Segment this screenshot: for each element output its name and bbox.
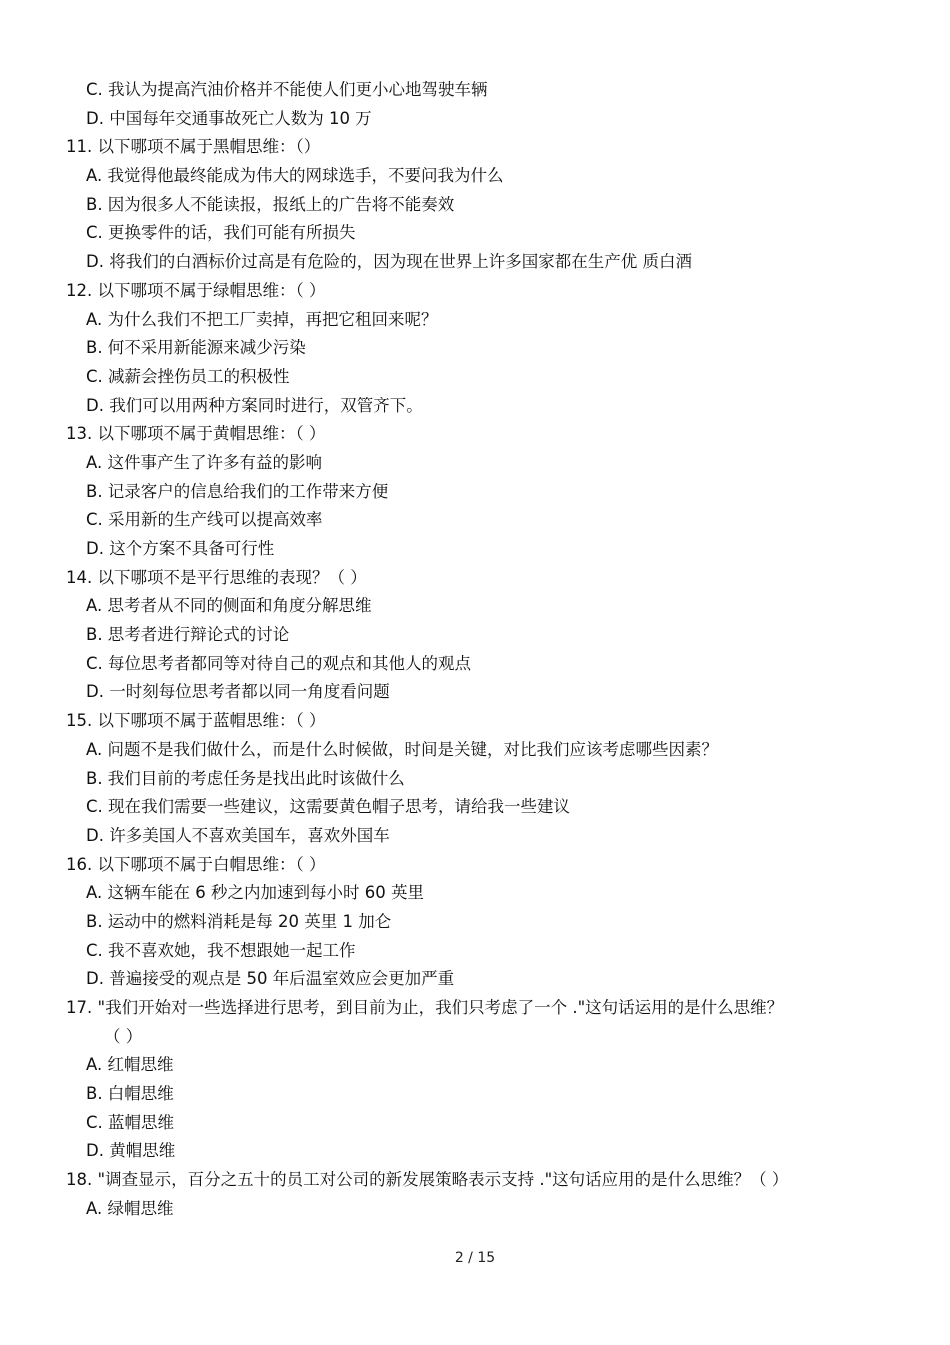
option-line: B. 白帽思维 [86,1084,174,1104]
question-line: 12. 以下哪项不属于绿帽思维：（ ） [66,280,326,300]
option-line: A. 红帽思维 [86,1055,174,1075]
option-line: B. 何不采用新能源来减少污染 [86,338,306,358]
option-line: A. 这件事产生了许多有益的影响 [86,452,322,472]
option-line: D. 一时刻每位思考者都以同一角度看问题 [86,682,390,702]
question-line: 15. 以下哪项不属于蓝帽思维：（ ） [66,711,326,731]
question-line: 13. 以下哪项不属于黄帽思维：（ ） [66,424,326,444]
question-line: 14. 以下哪项不是平行思维的表现？（ ） [66,567,367,587]
option-line: A. 绿帽思维 [86,1198,174,1218]
option-line: D. 黄帽思维 [86,1141,176,1161]
question-line: 18. "调查显示，百分之五十的员工对公司的新发展策略表示支持 ."这句话应用的是什么思维？（ ） [66,1170,789,1190]
option-line: C. 蓝帽思维 [86,1112,175,1132]
question-line: 17. "我们开始对一些选择进行思考，到目前为止，我们只考虑了一个 ."这句话运用的是什么思维？ [66,998,784,1017]
option-line: C. 采用新的生产线可以提高效率 [86,510,323,530]
option-line: A. 这辆车能在 6 秒之内加速到每小时 60 英里 [86,883,424,903]
option-line: B. 思考者进行辩论式的讨论 [86,625,290,645]
option-line: C. 每位思考者都同等对待自己的观点和其他人的观点 [86,653,472,673]
question-line: 16. 以下哪项不属于白帽思维：（ ） [66,854,326,874]
option-line: C. 我认为提高汽油价格并不能使人们更小心地驾驶车辆 [86,80,488,99]
option-line: B. 记录客户的信息给我们的工作带来方便 [86,481,389,501]
option-line: C. 更换零件的话，我们可能有所损失 [86,223,356,243]
option-line: D. 中国每年交通事故死亡人数为 10 万 [86,108,372,128]
question-continuation: （ ） [104,1026,143,1046]
option-line: A. 为什么我们不把工厂卖掉，再把它租回来呢？ [86,309,438,329]
option-line: C. 减薪会挫伤员工的积极性 [86,366,290,386]
option-line: D. 许多美国人不喜欢美国车，喜欢外国车 [86,825,390,845]
option-line: B. 因为很多人不能读报，报纸上的广告将不能奏效 [86,194,455,214]
option-line: D. 这个方案不具备可行性 [86,539,275,558]
page-number: 2 / 15 [454,1250,496,1266]
option-line: A. 问题不是我们做什么，而是什么时候做，时间是关键，对比我们应该考虑哪些因素？ [86,739,718,759]
option-line: B. 我们目前的考虑任务是找出此时该做什么 [86,768,405,788]
option-line: A. 我觉得他最终能成为伟大的网球选手，不要问我为什么 [86,166,504,186]
option-line: D. 我们可以用两种方案同时进行，双管齐下。 [86,395,423,415]
option-line: D. 将我们的白酒标价过高是有危险的，因为现在世界上许多国家都在生产优 质白酒 [86,252,692,272]
question-line: 11. 以下哪项不属于黑帽思维：（） [66,137,321,157]
option-line: C. 我不喜欢她，我不想跟她一起工作 [86,940,356,960]
option-line: B. 运动中的燃料消耗是每 20 英里 1 加仑 [86,911,392,931]
option-line: A. 思考者从不同的侧面和角度分解思维 [86,596,372,616]
option-line: C. 现在我们需要一些建议，这需要黄色帽子思考，请给我一些建议 [86,797,571,817]
document-body [0,76,950,1224]
option-line: D. 普遍接受的观点是 50 年后温室效应会更加严重 [86,969,455,989]
